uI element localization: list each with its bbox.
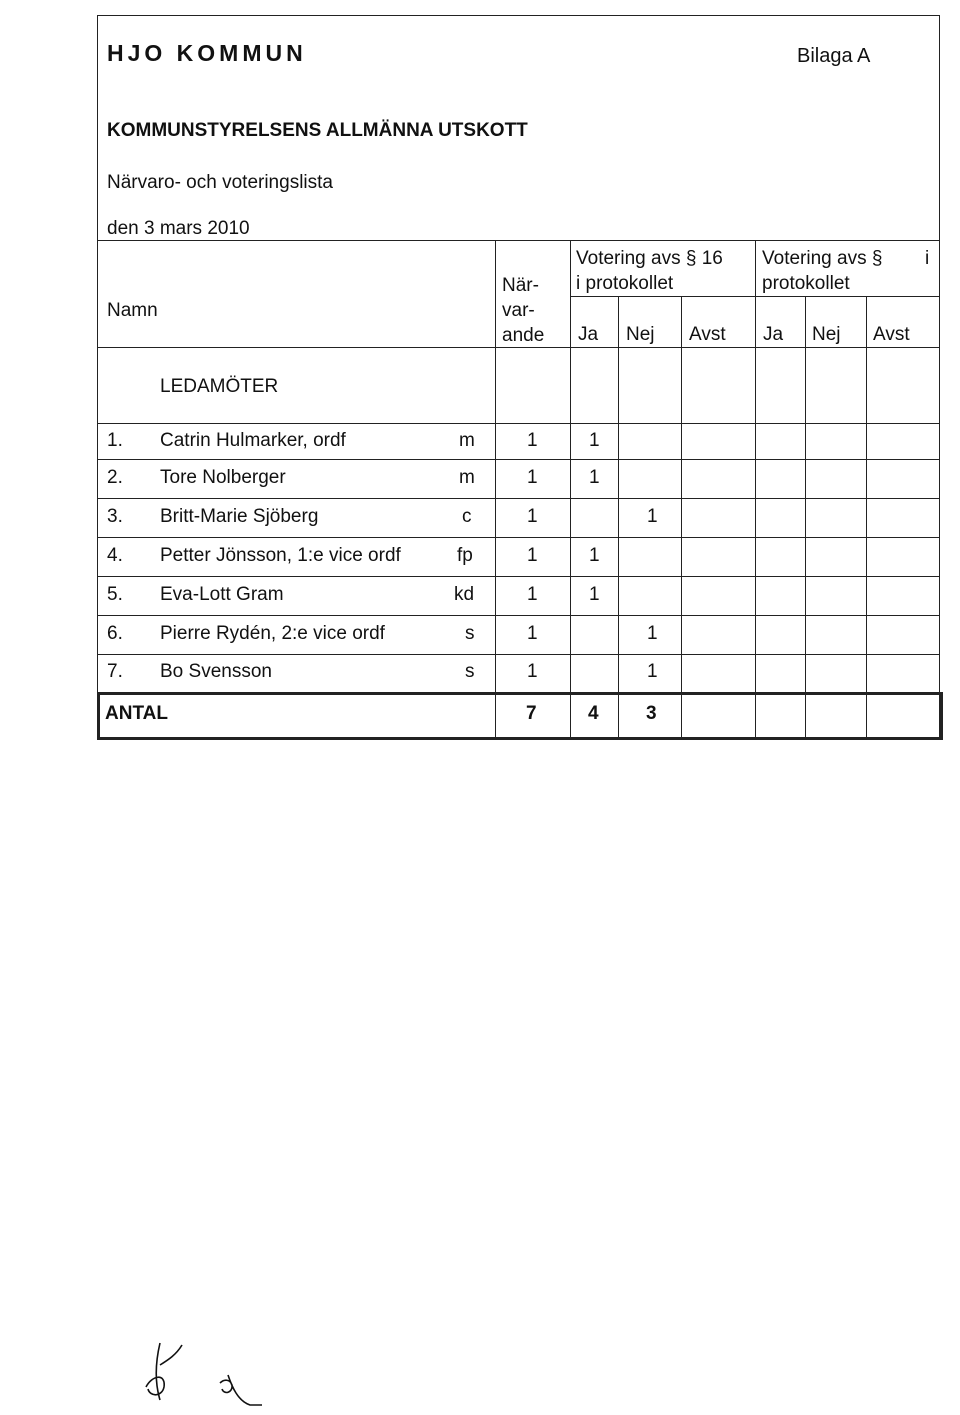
section-label: LEDAMÖTER <box>160 376 279 397</box>
col-v1-avst-left <box>681 296 682 740</box>
member-present: 1 <box>527 506 538 527</box>
row-line-3 <box>97 498 940 499</box>
presence-header-1: När- <box>502 275 539 296</box>
member-present: 1 <box>527 430 538 451</box>
member-name: Pierre Rydén, 2:e vice ordf <box>160 623 385 644</box>
col-vote2-left <box>755 240 756 740</box>
attachment-label: Bilaga A <box>797 45 871 67</box>
member-party: m <box>459 467 475 488</box>
member-number: 3. <box>107 506 123 527</box>
member-name: Petter Jönsson, 1:e vice ordf <box>160 545 401 566</box>
totals-top-line <box>97 692 943 695</box>
presence-header-2: var- <box>502 300 535 321</box>
col-presence-left <box>495 240 496 740</box>
member-name: Eva-Lott Gram <box>160 584 284 605</box>
member-present: 1 <box>527 661 538 682</box>
v1-avst-header: Avst <box>689 324 726 345</box>
member-present: 1 <box>527 584 538 605</box>
v2-nej-header: Nej <box>812 324 841 345</box>
totals-ja: 4 <box>588 703 599 724</box>
member-vote-nej: 1 <box>647 623 658 644</box>
municipality-title: HJO KOMMUN <box>107 40 307 66</box>
committee-title: KOMMUNSTYRELSENS ALLMÄNNA UTSKOTT <box>107 120 528 141</box>
totals-right-line <box>940 692 943 740</box>
member-number: 5. <box>107 584 123 605</box>
presence-header-3: ande <box>502 325 545 346</box>
row-line-4 <box>97 537 940 538</box>
member-present: 1 <box>527 467 538 488</box>
totals-present: 7 <box>526 703 537 724</box>
member-name: Tore Nolberger <box>160 467 286 488</box>
member-vote-nej: 1 <box>647 506 658 527</box>
row-line-2 <box>97 459 940 460</box>
member-name: Catrin Hulmarker, ordf <box>160 430 346 451</box>
member-party: s <box>465 661 475 682</box>
table-right-line <box>939 15 940 740</box>
member-party: c <box>462 506 472 527</box>
member-present: 1 <box>527 545 538 566</box>
col-vote1-left <box>570 240 571 740</box>
v2-ja-header: Ja <box>763 324 784 345</box>
member-number: 6. <box>107 623 123 644</box>
totals-left-line <box>97 692 100 740</box>
member-vote-ja: 1 <box>589 430 600 451</box>
member-name: Bo Svensson <box>160 661 272 682</box>
col-v1-nej-left <box>618 296 619 740</box>
member-party: fp <box>457 545 473 566</box>
document-subtitle: Närvaro- och voteringslista <box>107 172 333 193</box>
member-number: 1. <box>107 430 123 451</box>
member-present: 1 <box>527 623 538 644</box>
vote2-header-1: Votering avs § <box>762 248 883 269</box>
table-left-line <box>97 240 98 740</box>
member-party: s <box>465 623 475 644</box>
totals-bottom-line <box>97 737 943 740</box>
totals-label: ANTAL <box>105 703 168 724</box>
vote2-header-2: protokollet <box>762 273 850 294</box>
vote1-header-2: i protokollet <box>576 273 674 294</box>
v2-avst-header: Avst <box>873 324 910 345</box>
totals-nej: 3 <box>646 703 657 724</box>
v1-ja-header: Ja <box>578 324 599 345</box>
table-top-line <box>97 240 940 241</box>
member-name: Britt-Marie Sjöberg <box>160 506 319 527</box>
member-vote-nej: 1 <box>647 661 658 682</box>
member-party: m <box>459 430 475 451</box>
header-bottom-line <box>97 347 940 348</box>
col-v2-nej-left <box>805 296 806 740</box>
member-party: kd <box>454 584 475 605</box>
member-vote-ja: 1 <box>589 584 600 605</box>
member-vote-ja: 1 <box>589 545 600 566</box>
meeting-date: den 3 mars 2010 <box>107 218 250 239</box>
col-v2-avst-left <box>866 296 867 740</box>
handwritten-initials-signature <box>138 1335 268 1415</box>
row-line-6 <box>97 615 940 616</box>
row-line-5 <box>97 576 940 577</box>
member-number: 4. <box>107 545 123 566</box>
row-line-1 <box>97 423 940 424</box>
row-line-7 <box>97 654 940 655</box>
vote1-header-1: Votering avs § 16 <box>576 248 723 269</box>
name-column-header: Namn <box>107 300 158 321</box>
member-vote-ja: 1 <box>589 467 600 488</box>
member-number: 2. <box>107 467 123 488</box>
v1-nej-header: Nej <box>626 324 655 345</box>
vote2-header-1-suffix: i <box>925 248 930 269</box>
member-number: 7. <box>107 661 123 682</box>
